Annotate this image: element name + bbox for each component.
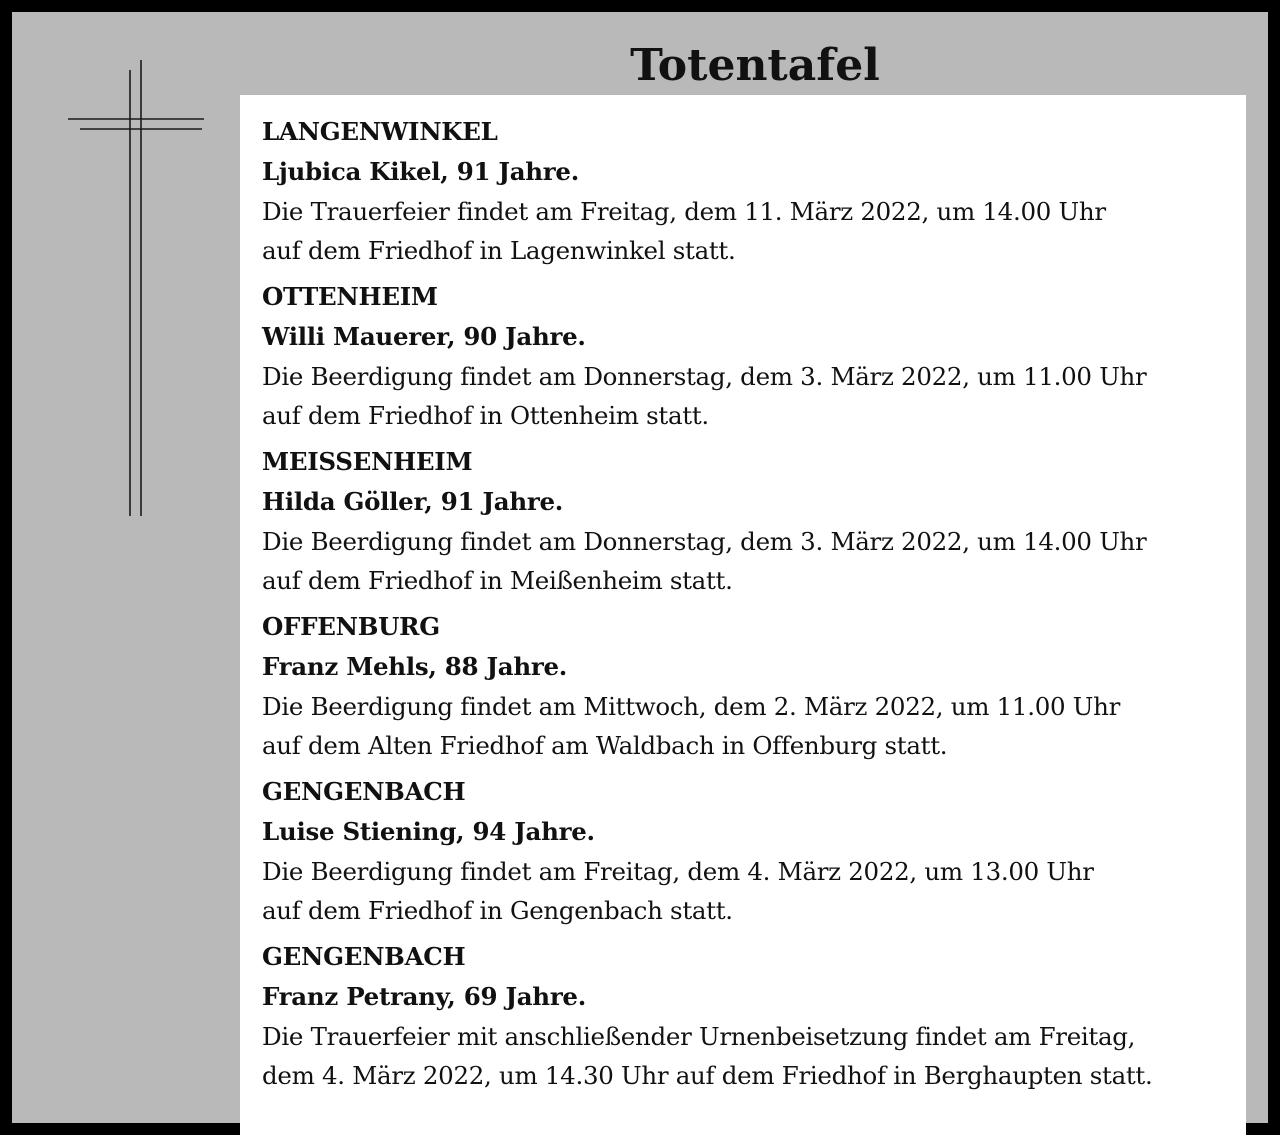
obituary-entry [262, 442, 1246, 600]
entry-name: Franz Mehls, 88 Jahre. [262, 652, 568, 681]
entry-text-line-1: Die Beerdigung findet am Freitag, dem 4. März 2022, um 13.00 Uhr [262, 857, 1094, 886]
entry-place: GENGENBACH [262, 777, 466, 806]
entry-text-line-2: auf dem Friedhof in Lagenwinkel statt. [262, 236, 736, 265]
obituary-list [240, 95, 1246, 1135]
entry-name: Franz Petrany, 69 Jahre. [262, 982, 586, 1011]
entry-place: OFFENBURG [262, 612, 440, 641]
obituary-entry [262, 607, 1246, 765]
obituary-entry [262, 772, 1246, 930]
entry-place: LANGENWINKEL [262, 117, 498, 146]
entry-name: Luise Stiening, 94 Jahre. [262, 817, 595, 846]
obituary-entry [262, 937, 1246, 1095]
entry-place: MEISSENHEIM [262, 447, 473, 476]
obituary-entry [262, 112, 1246, 270]
entry-text-line-1: Die Trauerfeier findet am Freitag, dem 11. März 2022, um 14.00 Uhr [262, 197, 1106, 226]
entry-text-line-2: auf dem Friedhof in Gengenbach statt. [262, 896, 733, 925]
cross-icon [56, 50, 216, 520]
obituary-entry [262, 277, 1246, 435]
entry-text-line-1: Die Beerdigung findet am Mittwoch, dem 2. März 2022, um 11.00 Uhr [262, 692, 1121, 721]
entry-text-line-2: auf dem Friedhof in Ottenheim statt. [262, 401, 709, 430]
page-title: Totentafel [630, 40, 880, 91]
entry-place: OTTENHEIM [262, 282, 438, 311]
entry-name: Willi Mauerer, 90 Jahre. [262, 322, 586, 351]
entry-text-line-1: Die Beerdigung findet am Donnerstag, dem 3. März 2022, um 11.00 Uhr [262, 362, 1147, 391]
entry-text-line-2: auf dem Alten Friedhof am Waldbach in Offenburg statt. [262, 731, 948, 760]
entry-name: Ljubica Kikel, 91 Jahre. [262, 157, 579, 186]
entry-text-line-1: Die Beerdigung findet am Donnerstag, dem 3. März 2022, um 14.00 Uhr [262, 527, 1147, 556]
entry-text-line-1: Die Trauerfeier mit anschließender Urnenbeisetzung findet am Freitag, [262, 1022, 1136, 1051]
entry-name: Hilda Göller, 91 Jahre. [262, 487, 563, 516]
entry-place: GENGENBACH [262, 942, 466, 971]
entry-text-line-2: dem 4. März 2022, um 14.30 Uhr auf dem Friedhof in Berghaupten statt. [262, 1061, 1153, 1090]
entry-text-line-2: auf dem Friedhof in Meißenheim statt. [262, 566, 733, 595]
